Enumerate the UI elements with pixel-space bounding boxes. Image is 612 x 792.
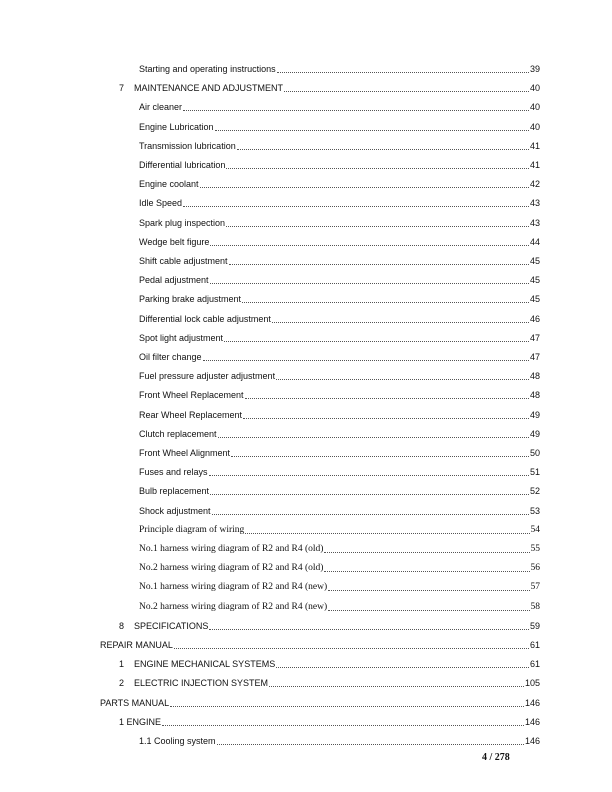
toc-entry-label: Clutch replacement (139, 428, 217, 439)
toc-entry[interactable] (139, 140, 540, 152)
dot-leader (328, 602, 529, 611)
toc-entry-label: Bulb replacement (139, 486, 210, 497)
toc-page-number: 40 (529, 102, 540, 113)
toc-entry-label: ELECTRIC INJECTION SYSTEM (134, 678, 269, 689)
dot-leader (170, 698, 524, 707)
toc-entry[interactable] (119, 677, 540, 689)
toc-page-number: 61 (529, 640, 540, 650)
toc-entry-label: 1 ENGINE (119, 716, 162, 727)
toc-section-number: 8 (119, 620, 125, 631)
toc-entry-label: Front Wheel Replacement (139, 390, 244, 401)
toc-page-number: 105 (524, 678, 540, 689)
dot-leader (237, 141, 529, 150)
dot-leader (226, 218, 529, 227)
toc-page-number: 40 (529, 83, 540, 94)
toc-entry-label: Front Wheel Alignment (139, 448, 231, 458)
toc-entry[interactable] (139, 524, 540, 536)
toc-entry-label: Transmission lubrication (139, 140, 236, 151)
toc-entry-label: Air cleaner (139, 102, 183, 113)
dot-leader (277, 64, 529, 73)
dot-leader (210, 275, 529, 284)
toc-entry[interactable] (139, 313, 540, 325)
toc-page-number: 46 (529, 313, 540, 324)
toc-entry[interactable] (100, 697, 540, 709)
toc-page-number: 43 (529, 217, 540, 228)
toc-entry-label: Differential lubrication (139, 160, 226, 170)
toc-entry-label: Engine Lubrication (139, 121, 214, 132)
toc-entry[interactable] (139, 217, 540, 229)
dot-leader (328, 582, 529, 591)
toc-entry[interactable] (139, 159, 540, 171)
dot-leader (210, 486, 529, 495)
dot-leader (218, 429, 529, 438)
toc-entry-label: Differential lock cable adjustment (139, 313, 271, 324)
toc-page-number: 48 (529, 371, 540, 382)
toc-entry[interactable] (139, 389, 540, 401)
toc-page-number: 44 (529, 236, 540, 247)
dot-leader (210, 237, 529, 246)
toc-page-number: 56 (530, 563, 540, 574)
toc-entry-label: Fuses and relays (139, 467, 208, 478)
toc-entry[interactable] (139, 178, 540, 190)
dot-leader (231, 448, 529, 457)
toc-entry[interactable] (139, 197, 540, 209)
toc-page-number: 59 (529, 620, 540, 631)
toc-page-number: 41 (529, 160, 540, 170)
toc-entry[interactable] (119, 82, 540, 94)
toc-entry-label: Rear Wheel Replacement (139, 409, 243, 420)
toc-entry[interactable] (119, 716, 540, 728)
dot-leader (276, 371, 529, 380)
toc-entry[interactable] (139, 581, 540, 593)
dot-leader (209, 621, 529, 630)
toc-page-number: 54 (530, 524, 540, 535)
dot-leader (215, 122, 529, 131)
dot-leader (242, 294, 529, 303)
toc-entry[interactable] (139, 485, 540, 497)
toc-entry[interactable] (139, 274, 540, 286)
dot-leader (209, 467, 529, 476)
toc-page-number: 45 (529, 256, 540, 266)
dot-leader (183, 198, 529, 207)
toc-entry[interactable] (139, 351, 540, 363)
toc-entry-label: Pedal adjustment (139, 275, 209, 286)
toc-entry-label: Wedge belt figure (139, 236, 210, 247)
toc-page-number: 50 (529, 448, 540, 458)
toc-page-number: 40 (529, 121, 540, 132)
toc-page-number: 45 (529, 294, 540, 305)
dot-leader (224, 333, 529, 342)
dot-leader (200, 179, 529, 188)
toc-entry[interactable] (139, 447, 540, 459)
toc-page-number: 52 (529, 486, 540, 497)
toc-entry[interactable] (139, 428, 540, 440)
toc-entry[interactable] (139, 255, 540, 267)
dot-leader (269, 678, 524, 687)
dot-leader (212, 506, 529, 515)
toc-entry[interactable] (139, 409, 540, 421)
toc-entry-label: Engine coolant (139, 179, 199, 190)
dot-leader (272, 314, 529, 323)
toc-page-number: 49 (529, 428, 540, 439)
dot-leader (229, 256, 529, 265)
toc-page-number: 146 (524, 736, 540, 746)
toc-page-number: 61 (529, 659, 540, 670)
toc-page-number: 146 (524, 697, 540, 708)
dot-leader (243, 410, 529, 419)
toc-entry-label: Spark plug inspection (139, 217, 226, 228)
toc-entry[interactable] (139, 63, 540, 75)
toc-entry[interactable] (139, 735, 540, 747)
toc-page-number: 39 (529, 64, 540, 74)
toc-page-number: 43 (529, 198, 540, 209)
toc-entry-label: No.2 harness wiring diagram of R2 and R4 (new) (139, 601, 328, 612)
toc-entry-label: Parking brake adjustment (139, 294, 242, 305)
toc-entry-label: No.1 harness wiring diagram of R2 and R4 (old) (139, 544, 324, 554)
dot-leader (174, 640, 529, 649)
toc-entry-label: PARTS MANUAL (100, 697, 170, 708)
toc-entry-label: No.2 harness wiring diagram of R2 and R4 (old) (139, 563, 324, 574)
toc-entry[interactable] (119, 658, 540, 670)
toc-page-number: 45 (529, 275, 540, 286)
toc-entry[interactable] (139, 101, 540, 113)
toc-entry[interactable] (139, 236, 540, 248)
toc-entry[interactable] (139, 121, 540, 133)
toc-page-number: 57 (530, 582, 540, 593)
toc-section-number: 2 (119, 678, 125, 689)
dot-leader (245, 390, 529, 399)
dot-leader (162, 717, 524, 726)
dot-leader (284, 83, 529, 92)
toc-entry[interactable] (139, 332, 540, 344)
dot-leader (203, 352, 529, 361)
toc-entry-label: Principle diagram of wiring (139, 524, 245, 535)
toc-page-number: 55 (530, 544, 540, 554)
dot-leader (245, 525, 529, 534)
toc-entry-label: Oil filter change (139, 352, 202, 362)
toc-page-number: 51 (529, 467, 540, 478)
toc-entry[interactable] (139, 505, 540, 517)
toc-entry-label: Spot light adjustment (139, 332, 224, 343)
toc-entry-label: SPECIFICATIONS (134, 620, 209, 631)
toc-entry[interactable] (139, 293, 540, 305)
toc-entry-label: 1.1 Cooling system (139, 736, 216, 746)
toc-page-number: 48 (529, 390, 540, 401)
toc-entry-label: ENGINE MECHANICAL SYSTEMS (134, 659, 276, 670)
page-indicator: 4 / 278 (482, 752, 510, 763)
dot-leader (226, 160, 529, 169)
toc-page-number: 49 (529, 409, 540, 420)
dot-leader (324, 544, 529, 553)
toc-section-number: 1 (119, 659, 125, 670)
toc-entry-label: Shift cable adjustment (139, 256, 228, 266)
toc-page-number: 47 (529, 352, 540, 362)
toc-page-number: 42 (529, 179, 540, 190)
toc-entry-label: Fuel pressure adjuster adjustment (139, 371, 276, 382)
toc-page-number: 41 (529, 140, 540, 151)
dot-leader (276, 659, 529, 668)
toc-entry[interactable] (119, 620, 540, 632)
toc-entry-label: Shock adjustment (139, 505, 211, 516)
dot-leader (183, 102, 529, 111)
toc-entry[interactable] (139, 370, 540, 382)
toc-entry-label: Starting and operating instructions (139, 64, 276, 74)
toc-page-number: 58 (530, 601, 540, 612)
toc-entry-label: REPAIR MANUAL (100, 640, 173, 650)
toc-page-number: 47 (529, 332, 540, 343)
toc-entry[interactable] (139, 562, 540, 574)
toc-entry[interactable] (139, 466, 540, 478)
toc-entry-label: Idle Speed (139, 198, 183, 209)
dot-leader (324, 563, 529, 572)
toc-entry[interactable] (139, 601, 540, 613)
toc-entry[interactable] (100, 639, 540, 651)
toc-page-number: 53 (529, 505, 540, 516)
toc-page-number: 146 (524, 716, 540, 727)
toc-entry-label: No.1 harness wiring diagram of R2 and R4 (new) (139, 582, 328, 593)
toc-entry[interactable] (139, 543, 540, 555)
toc-entry-label: MAINTENANCE AND ADJUSTMENT (134, 83, 284, 94)
dot-leader (217, 736, 524, 745)
toc-section-number: 7 (119, 83, 125, 94)
